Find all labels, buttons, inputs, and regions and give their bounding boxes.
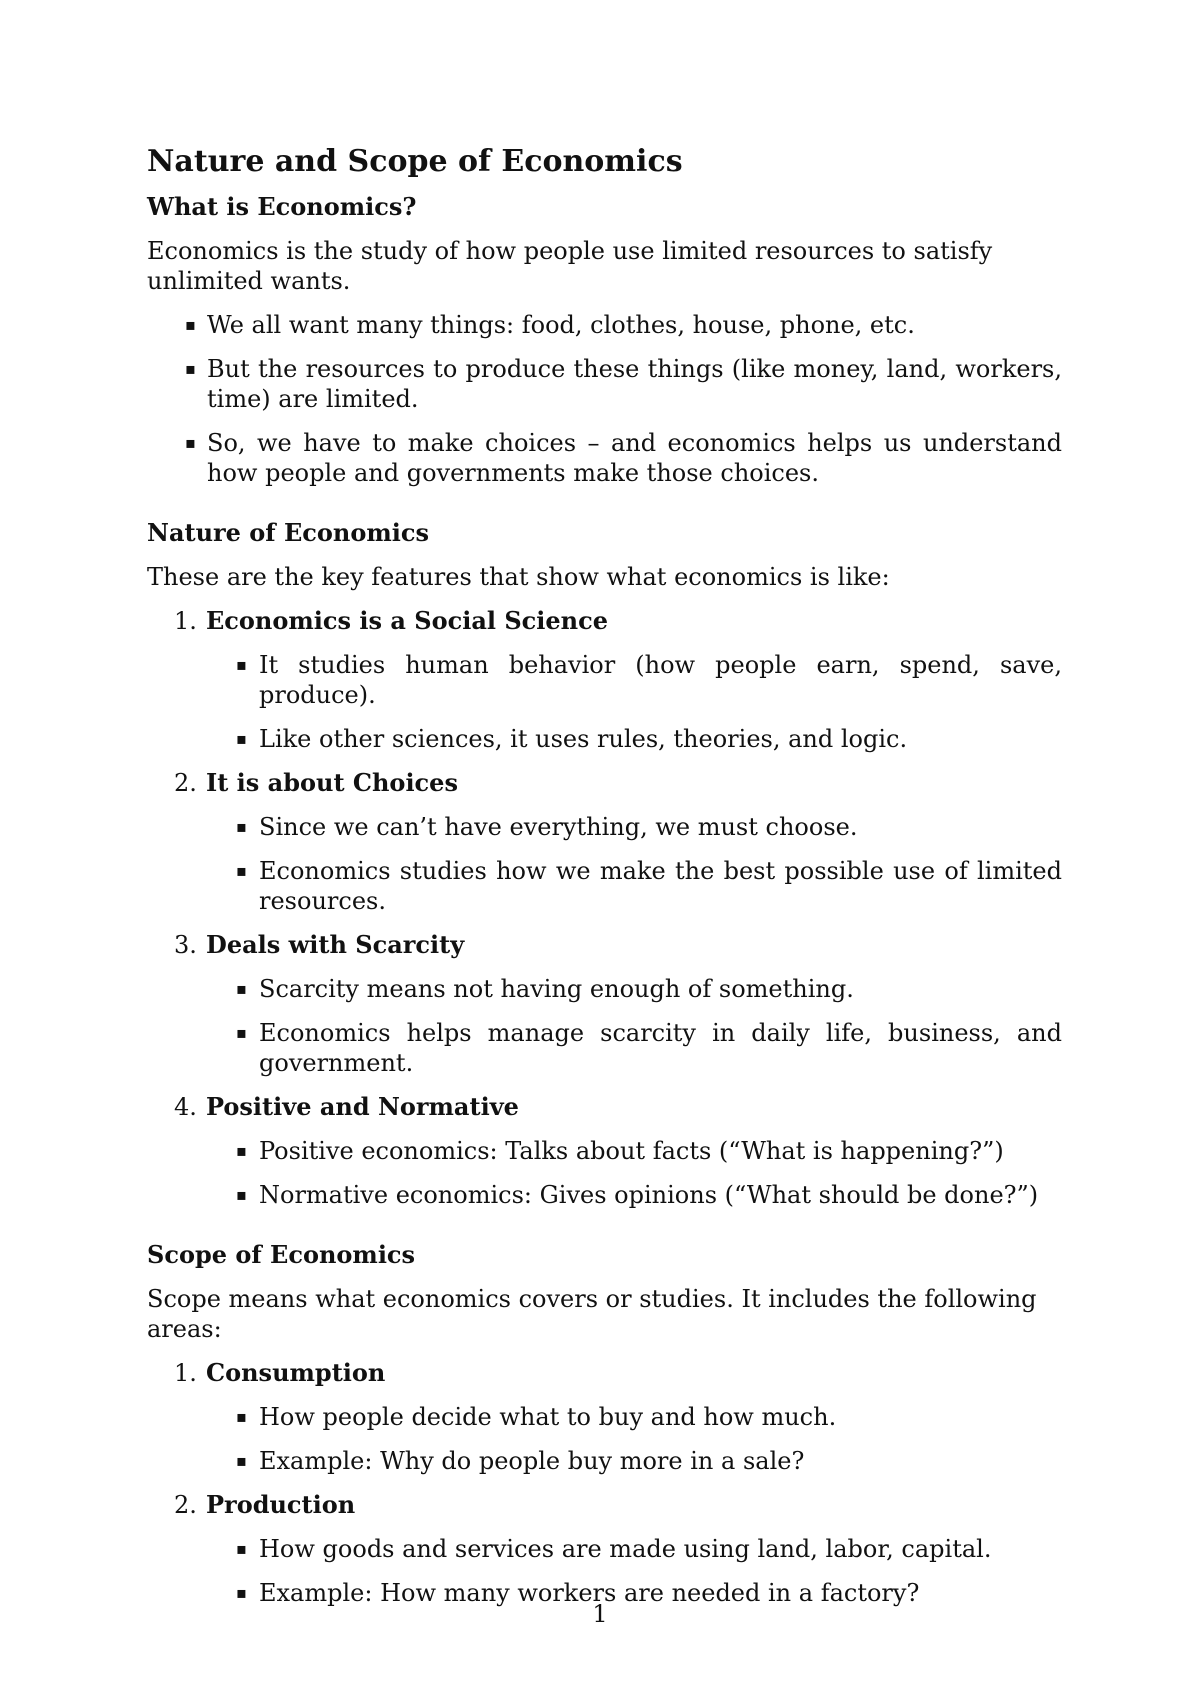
scope-intro: Scope means what economics covers or studies. It includes the following areas: [147,1285,1037,1343]
bullet-item: ▪ Economics studies how we make the best possible use of limited resources. [147,856,1062,916]
item-title: Positive and Normative [206,1092,519,1121]
item-title: Deals with Scarcity [206,930,465,959]
item-number: 2. [174,769,197,797]
item-number: 4. [174,1093,197,1121]
nature-item [147,930,1062,960]
document-page [147,136,1062,1608]
bullet-item: ▪ Normative economics: Gives opinions (“What should be done?”) [147,1180,1062,1210]
scope-item-bullets [147,1534,1062,1608]
item-number: 3. [174,931,197,959]
nature-item [147,1092,1062,1122]
what-is-intro: Economics is the study of how people use limited resources to satisfy unlimited wants. [147,237,993,295]
bullet-item: ▪ We all want many things: food, clothes, house, phone, etc. [147,310,1062,340]
nature-item [147,606,1062,636]
bullet-item: ▪ Example: Why do people buy more in a sale? [147,1446,1062,1476]
nature-item-bullets [147,650,1062,754]
item-number: 2. [174,1491,197,1519]
item-title: It is about Choices [206,768,458,797]
item-title: Production [206,1490,356,1519]
nature-intro: These are the key features that show what economics is like: [147,563,890,591]
bullet-item: ▪ Since we can’t have everything, we must choose. [147,812,1062,842]
bullet-item: ▪ How goods and services are made using land, labor, capital. [147,1534,1062,1564]
bullet-item: ▪ Positive economics: Talks about facts (“What is happening?”) [147,1136,1062,1166]
page-number: 1 [592,1600,608,1628]
item-title: Consumption [206,1358,386,1387]
bullet-item: ▪ How people decide what to buy and how much. [147,1402,1062,1432]
item-number: 1. [174,1359,197,1387]
nature-item-bullets [147,974,1062,1078]
scope-heading: Scope of Economics [147,1240,416,1269]
bullet-item: ▪ Like other sciences, it uses rules, theories, and logic. [147,724,1062,754]
nature-heading: Nature of Economics [147,518,429,547]
bullet-item: ▪ But the resources to produce these things (like money, land, workers, time) are limited. [147,354,1062,414]
nature-item-bullets [147,1136,1062,1210]
bullet-item: ▪ Example: How many workers are needed in a factory? [147,1578,1062,1608]
nature-item-bullets [147,812,1062,916]
what-is-heading: What is Economics? [147,192,417,221]
bullet-item: ▪ It studies human behavior (how people earn, spend, save, produce). [147,650,1062,710]
scope-item [147,1490,1062,1520]
bullet-item: ▪ Economics helps manage scarcity in daily life, business, and government. [147,1018,1062,1078]
scope-item-bullets [147,1402,1062,1476]
bullet-item: ▪ So, we have to make choices – and economics helps us understand how people and governments make those choices. [147,428,1062,488]
bullet-item: ▪ Scarcity means not having enough of something. [147,974,1062,1004]
scope-item [147,1358,1062,1388]
document-title: Nature and Scope of Economics [147,144,683,179]
nature-item [147,768,1062,798]
what-is-bullets [147,310,1062,488]
item-number: 1. [174,607,197,635]
item-title: Economics is a Social Science [206,606,609,635]
